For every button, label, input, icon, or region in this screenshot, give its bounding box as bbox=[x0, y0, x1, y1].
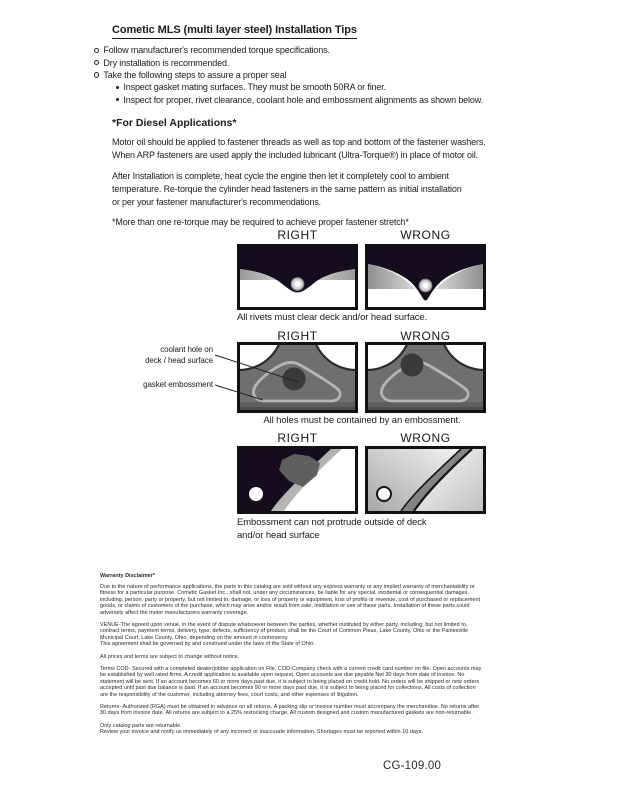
circle-bullet-icon bbox=[94, 60, 99, 65]
diesel-paragraph-2: After Installation is complete, heat cycle the engine then let it completely cool to ambient temperature. Re-torque the cylinder head fasteners in the same pattern as initial installation or per your fastener manufacturer's recommendations. bbox=[112, 171, 462, 207]
diesel-paragraph-1: Motor oil should be applied to fastener threads as well as top and bottom of the fastener washers. When ARP fasteners are used apply the included lubricant (Ultra-Torque®) in place of motor oil. bbox=[112, 137, 486, 160]
list-item-text: Dry installation is recommended. bbox=[103, 57, 230, 68]
page-number: CG-109.00 bbox=[383, 760, 442, 772]
retorque-note: *More than one re-torque may be required to achieve proper fastener stretch* bbox=[112, 217, 409, 227]
right-label: RIGHT bbox=[277, 329, 318, 343]
list-item-text: Inspect for proper, rivet clearance, coolant hole and embossment alignments as shown below. bbox=[123, 94, 483, 105]
warranty-disclaimer-heading: Warranty Disclaimer* bbox=[100, 573, 156, 579]
list-item bbox=[94, 44, 483, 56]
page-title: Cometic MLS (multi layer steel) Installation Tips bbox=[112, 24, 357, 39]
hole-embossment-caption: All holes must be contained by an embossment. bbox=[263, 415, 461, 426]
list-item-text: Take the following steps to assure a proper seal bbox=[103, 69, 287, 80]
protrusion-right-illustration bbox=[237, 446, 358, 514]
warranty-paragraph: Due to the nature of performance applications, the parts in this catalog are sold without any express warranty or any implied warranty of merchantability or fitness for a particular purpose. Cometic Gasket Inc., shall not, under any circumstances, be liable for any special, incidental or consequential damages, including, person, party or property, but not limited to, damage, or loss of property or equipment, loss of profits or revenue, cost of purchased or replacement goods, or claims of customers of the purchase, which may arise and/or result from sale, instillation or use of these parts. Installation of these parts could adversely affect the motor manufacturers warranty coverage. bbox=[100, 583, 481, 616]
callout-lines bbox=[115, 345, 305, 405]
prices-paragraph: All prices and terms are subject to change without notice. bbox=[100, 653, 240, 660]
sub-list-item bbox=[116, 81, 483, 93]
sub-list-item bbox=[116, 94, 483, 106]
dot-bullet-icon bbox=[116, 86, 119, 89]
rivet-clearance-caption: All rivets must clear deck and/or head surface. bbox=[237, 312, 428, 323]
coolant-hole-callout-label: coolant hole on deck / head surface bbox=[145, 345, 213, 365]
circle-bullet-icon bbox=[94, 72, 99, 77]
rivet-clearance-right-illustration bbox=[237, 244, 358, 310]
hole-embossment-wrong-illustration bbox=[365, 342, 486, 413]
right-label: RIGHT bbox=[277, 431, 318, 445]
wrong-label: WRONG bbox=[400, 431, 451, 445]
circle-bullet-icon bbox=[94, 48, 99, 53]
wrong-label: WRONG bbox=[400, 228, 451, 242]
list-item-text: Follow manufacturer's recommended torque specifications. bbox=[103, 45, 330, 56]
list-item bbox=[94, 56, 483, 68]
installation-tips-list bbox=[94, 44, 483, 106]
catalog-returns-paragraph: Only catalog parts are returnable. Review your invoice and notify us immediately of any incorrect or inaccurate information. Shortages must be reported within 10 days. bbox=[100, 722, 424, 736]
diesel-applications-heading: *For Diesel Applications* bbox=[112, 117, 237, 129]
list-item bbox=[94, 69, 483, 81]
rivet-clearance-wrong-illustration bbox=[365, 244, 486, 310]
protrusion-wrong-illustration bbox=[365, 446, 486, 514]
terms-cod-paragraph: Terms COD- Secured with a completed dealer/jobber application on File, COD-Company check with a current credit card number on file. Open accounts may be established by well rated firms. A credit application is available upon request. Open accounts are due payable Net 30 days from date of invoice. No statement will be sent. If an account becomes 60 or more days past due, it is subject to being placed on credit hold. No orders will be shipped or new orders accepted until past due balance is paid. If an account becomes 90 or more days past due, it is subject to being placed for collections. All costs of collection are the responsibility of the customer, including attorney fees, court costs, and other expenses of litigation. bbox=[100, 665, 482, 698]
wrong-label: WRONG bbox=[400, 329, 451, 343]
returns-paragraph: Returns- Authorized (RGA) must be obtained in advance on all returns. A packing slip or invoice number must accompany the merchandise. No returns after 30 days from invoice date. All returns are subject to a 25% restocking charge. All custom designed and custom manufactured gaskets are non-returnable. bbox=[100, 704, 480, 717]
dot-bullet-icon bbox=[116, 98, 119, 101]
right-label: RIGHT bbox=[277, 228, 318, 242]
gasket-embossment-callout-label: gasket embossment bbox=[143, 380, 213, 389]
warranty-disclaimer-block bbox=[100, 573, 540, 742]
venue-paragraph: VENUE-The agreed upon venue, in the event of dispute whatsoever between the parties, whether instituted by either party, including, but not limited to, contract terms, payment terms, delivery, type, defects, sufficiency of product, shall be the Court of Common Pleas, Lake County, Ohio or the Painesville Municipal Court, Lake County, Ohio, depending on the amount in controversy. This agreement shall be governed by and construed under the laws of the State of Ohio. bbox=[100, 621, 469, 648]
protrusion-caption: Embossment can not protrude outside of deck and/or head surface bbox=[237, 517, 427, 541]
list-item-text: Inspect gasket mating surfaces. They must be smooth 50RA or finer. bbox=[123, 82, 386, 93]
